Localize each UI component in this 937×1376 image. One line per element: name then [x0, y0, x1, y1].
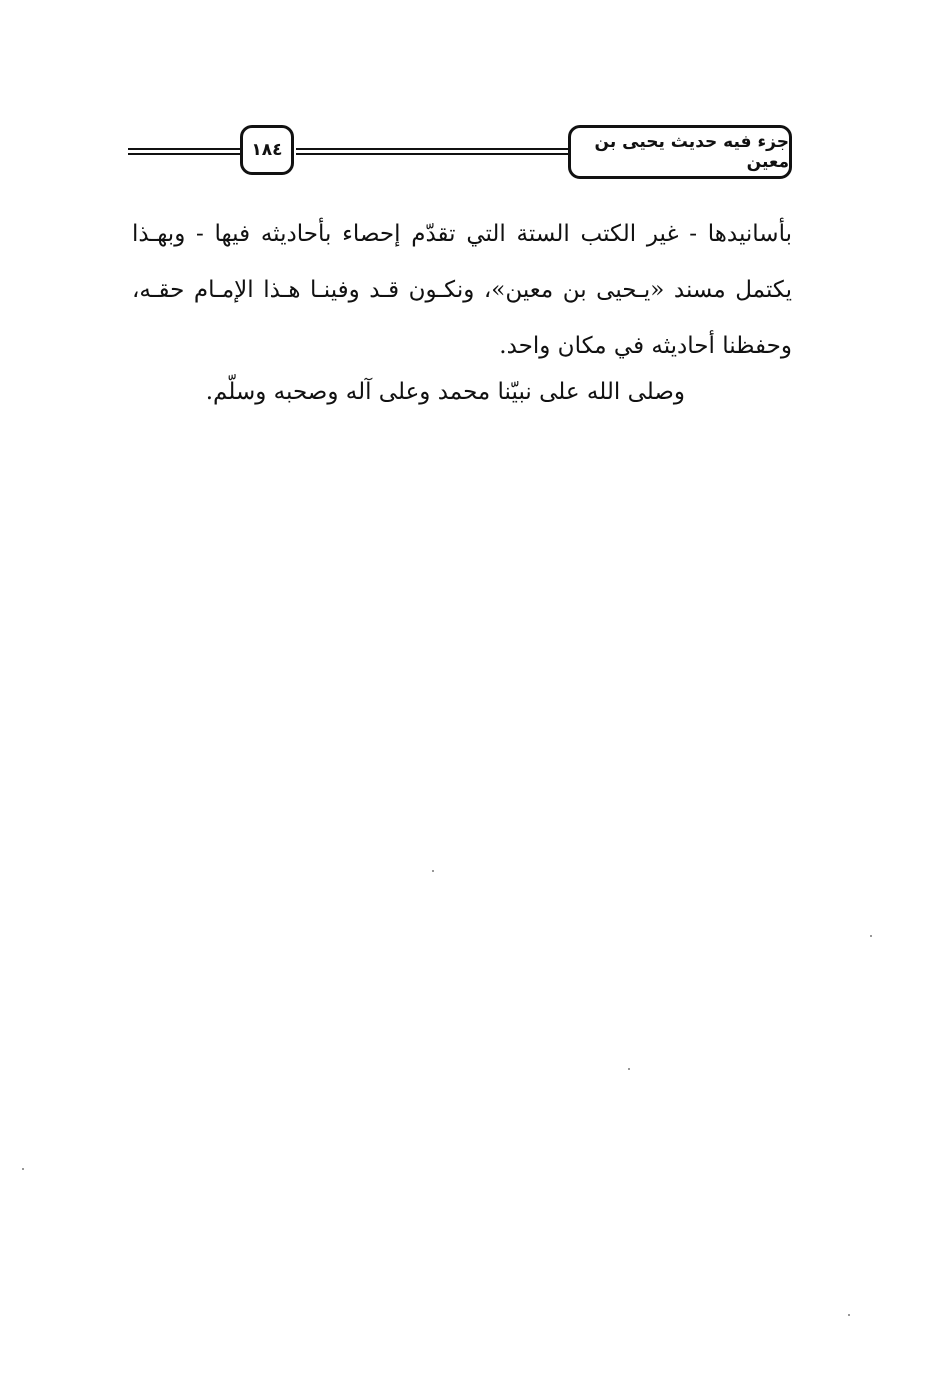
running-title: جزء فيه حديث يحيى بن معين [594, 132, 789, 172]
body-paragraph [132, 206, 792, 374]
scan-speck [628, 1068, 630, 1070]
page-number: ١٨٤ [251, 140, 283, 160]
scan-speck [870, 935, 872, 937]
page-number-box [240, 125, 294, 175]
body-line-3: وحفظنا أحاديثه في مكان واحد. [499, 333, 792, 359]
header-rule-left [128, 148, 242, 155]
scan-speck [848, 1314, 850, 1316]
scan-speck [432, 870, 434, 872]
running-title-box [568, 125, 792, 179]
header-rule-middle [296, 148, 568, 155]
page-header [128, 125, 792, 181]
body-line-2: يكتمل مسند «يـحيى بن معين»، ونكـون قـد وفينـا هـذا الإمـام حقـه، [132, 277, 792, 303]
scan-speck [22, 1168, 24, 1170]
closing-blessing: وصلى الله على نبيّنا محمد وعلى آله وصحبه وسلّم. [205, 379, 685, 405]
body-line-1: بأسانيدها - غير الكتب الستة التي تقدّم إحصاء بأحاديثه فيها - وبهـذا [132, 221, 792, 247]
